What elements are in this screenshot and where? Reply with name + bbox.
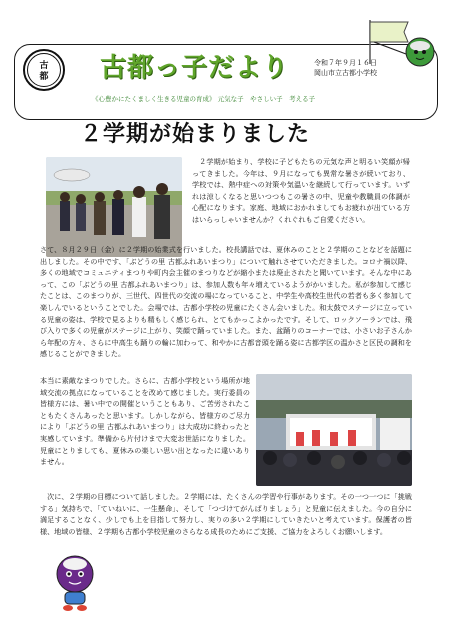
paragraph-festival: さて、８月２９日（金）に２学期の始業式を行いました。校長講話では、夏休みのことと２学期のことなどを話題に出しました。その中です、「ぶどうの里 古都ふれあいまつり」について触れさせていただきました。コロナ禍以降、多くの地域でコミュニティまつりや町内会主催のまつりなどが縮小または廃止されたと聞いています。そんな中にあって、この「ぶどうの里 古都ふれあいまつり」は、参加人数も年々増えているようがかいました。私が参加して感じたことは、このまつりが、三世代、四世代の交流の場になっていること、中学生や高校生世代の若者も多く参加して楽しんでいるということでした。会場では、古都小学校の児童にたくさん会いました。和太鼓でステージに立っている児童の姿は、学校で見るよりも精もしく感じられ、とてもかっこよかったです。そして、ロックソーランでは、飛び入りで多くの児童がステージに上がり、笑顔で踊っていました。また、盆踊りのコーナーでは、小さいお子さんから年配の方々、さらに中高生も踊りの輪に加わって、和やかに古都音頭を踊る姿に古都学区の温かさと区民の調和を感じることができました。 [40,245,412,359]
paragraph-goals: 次に、２学期の目標について話しました。２学期には、たくさんの学習や行事があります。その一つ一つに「挑戦する」気持ちで、「ていねいに、一生懸命」、そして「つづけてがんばりましょう」と児童に伝えました。今の自分に満足することなく、少しでも上を目指して努力し、実りの多い２学期にしていきたいと考えています。保護者の皆様、地域の皆様、２学期も古都小学校児童のさらなる成長のためにご支援、ご協力をよろしくお願いします。 [40,492,412,536]
grape-mascot-icon [50,550,100,614]
seal-text-2: 都 [39,72,49,82]
photo-students-walking [46,157,182,257]
newsletter-title: 古都っ子だより [100,53,290,83]
article-headline: ２学期が始まりました [80,122,311,147]
paragraph-festival-continued: 本当に素敵なまつりでした。さらに、古都小学校という場所が地域交流の拠点になっていることを改めて感じました。実行委員の皆様方には、暑い中での開催ということもあり、ご苦労されたこともたくさんあったと思います。しかしながら、皆様方のご尽力により「ぶどうの里 古都ふれあいまつり」は大成功に終わったと実感しています。準備から片付けまで大変お世話になりました。児童にとりましても、夏休みの楽しい思い出となったに違いありません。 [40,376,250,467]
photo-festival-stage [256,374,412,486]
grape-mascot-icon [356,14,438,70]
school-motto: 《心豊かにたくましく生きる児童の育成》 元気な子 やさしい子 考える子 [92,95,316,103]
school-name: 岡山市立古都小学校 [314,69,377,77]
school-seal-icon [22,48,66,92]
issue-date: 令和７年９月１６日 [314,59,377,67]
seal-text-1: 古 [39,61,49,71]
paragraph-intro: ２学期が始まり、学校に子どもたちの元気な声と明るい笑顔が帰ってきました。今年は、９月になっても異常な暑さが続いており、学校では、熱中症への対策や気温いを継続して行っています。いずれは涼しくなると思いつつもこの暑さの中、児童や教職員の体調が心配になります。家庭、地域におかれましてもお疲れが出ている方はいらっしゃいませんか？くれぐれもご自愛ください。 [192,157,410,224]
